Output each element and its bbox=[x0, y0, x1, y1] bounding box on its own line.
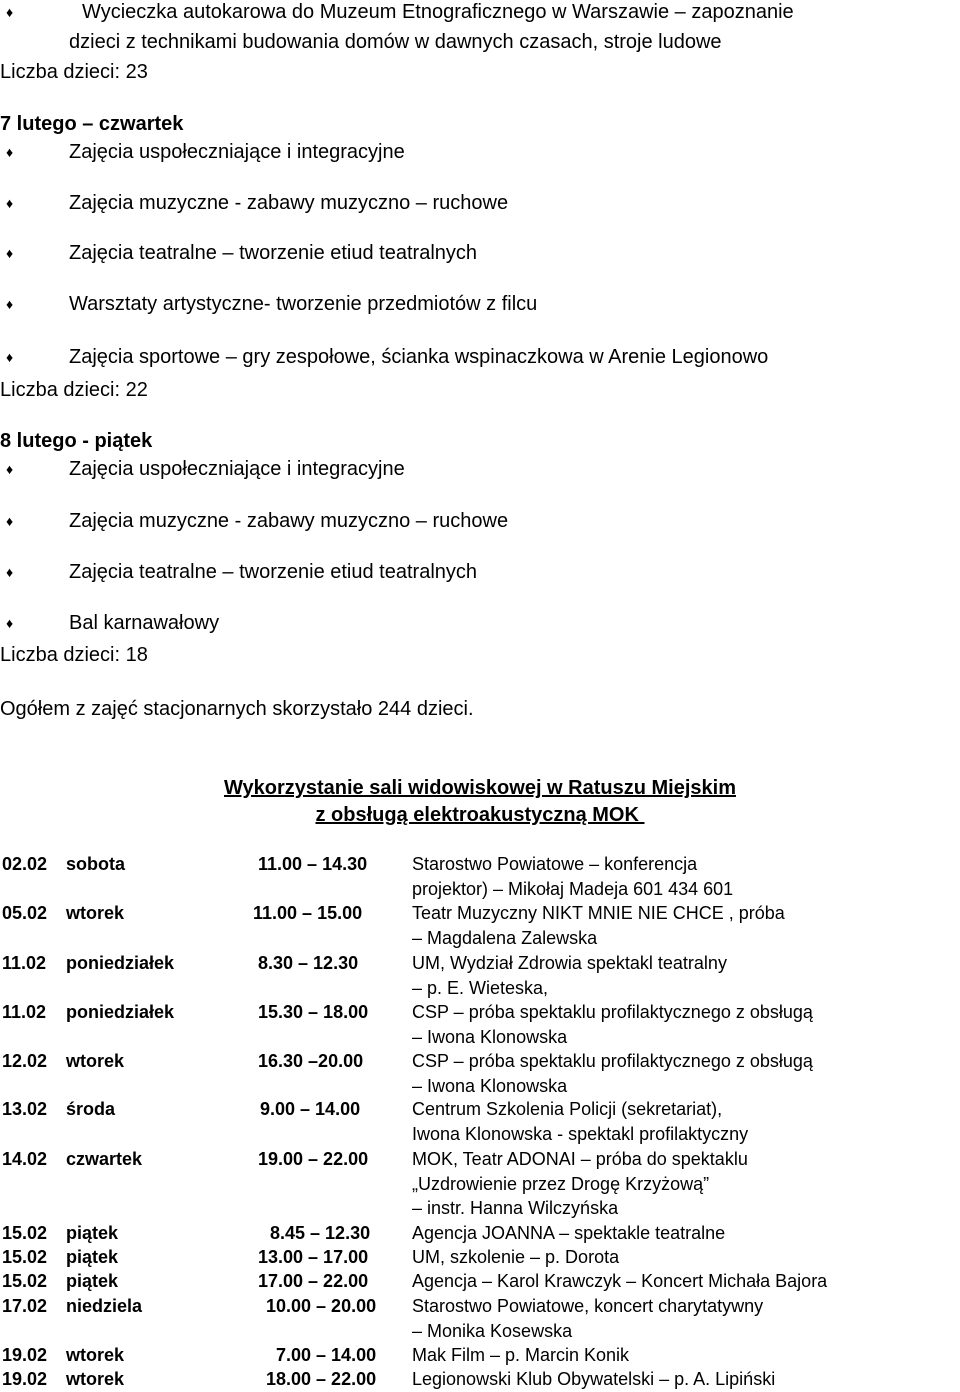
list-item: Zajęcia teatralne – tworzenie etiud teatralnych bbox=[69, 561, 478, 583]
schedule-day: wtorek bbox=[66, 903, 125, 923]
section-title-line1: Wykorzystanie sali widowiskowej w Ratuszu Miejskim bbox=[223, 777, 736, 799]
schedule-date: 15.02 bbox=[2, 1223, 48, 1243]
bullet-icon: ♦ bbox=[6, 615, 14, 631]
schedule-description: Starostwo Powiatowe, koncert charytatywny bbox=[412, 1296, 764, 1316]
schedule-description: „Uzdrowienie przez Drogę Krzyżową” bbox=[412, 1173, 710, 1194]
schedule-day: wtorek bbox=[66, 1369, 125, 1389]
list-item: Zajęcia uspołeczniające i integracyjne bbox=[69, 141, 405, 163]
schedule-day: sobota bbox=[66, 854, 126, 874]
schedule-description: – p. E. Wieteska, bbox=[412, 977, 549, 998]
schedule-day: piątek bbox=[66, 1271, 119, 1291]
schedule-description: Iwona Klonowska - spektakl profilaktyczny bbox=[412, 1123, 749, 1144]
schedule-date: 12.02 bbox=[2, 1051, 48, 1071]
schedule-time: 11.00 – 14.30 bbox=[258, 854, 368, 874]
list-item: Bal karnawałowy bbox=[69, 612, 220, 634]
schedule-date: 13.02 bbox=[2, 1099, 48, 1119]
list-item: Zajęcia muzyczne - zabawy muzyczno – ruchowe bbox=[69, 192, 509, 214]
bullet-icon: ♦ bbox=[6, 4, 14, 20]
schedule-day: czwartek bbox=[66, 1149, 143, 1169]
schedule-day: piątek bbox=[66, 1223, 119, 1243]
schedule-day: wtorek bbox=[66, 1051, 125, 1071]
schedule-date: 15.02 bbox=[2, 1271, 48, 1291]
schedule-time: 8.45 – 12.30 bbox=[270, 1223, 371, 1243]
schedule-day: niedziela bbox=[66, 1296, 143, 1316]
summary-text: Ogółem z zajęć stacjonarnych skorzystało 244 dzieci. bbox=[0, 698, 474, 720]
schedule-day: środa bbox=[66, 1099, 116, 1119]
schedule-description: Mak Film – p. Marcin Konik bbox=[412, 1345, 630, 1365]
schedule-time: 9.00 – 14.00 bbox=[260, 1099, 361, 1119]
schedule-description: – instr. Hanna Wilczyńska bbox=[412, 1198, 619, 1218]
schedule-description: – Iwona Klonowska bbox=[412, 1026, 568, 1047]
schedule-description: Teatr Muzyczny NIKT MNIE NIE CHCE , próba bbox=[412, 903, 785, 923]
schedule-description: Legionowski Klub Obywatelski – p. A. Lipiński bbox=[412, 1369, 776, 1389]
schedule-description: Starostwo Powiatowe – konferencja bbox=[412, 854, 698, 874]
list-item: Zajęcia uspołeczniające i integracyjne bbox=[69, 458, 405, 480]
bullet-icon: ♦ bbox=[6, 144, 14, 160]
day-heading: 8 lutego - piątek bbox=[0, 430, 153, 452]
schedule-time: 17.00 – 22.00 bbox=[258, 1271, 369, 1291]
schedule-date: 11.02 bbox=[2, 1002, 47, 1022]
schedule-description: – Monika Kosewska bbox=[412, 1320, 573, 1341]
schedule-description: MOK, Teatr ADONAI – próba do spektaklu bbox=[412, 1149, 748, 1169]
schedule-time: 18.00 – 22.00 bbox=[266, 1369, 377, 1389]
bullet-icon: ♦ bbox=[6, 296, 14, 312]
bullet-icon: ♦ bbox=[6, 349, 14, 365]
trip-text-line2: dzieci z technikami budowania domów w dawnych czasach, stroje ludowe bbox=[69, 31, 722, 53]
schedule-description: Centrum Szkolenia Policji (sekretariat), bbox=[412, 1099, 723, 1119]
schedule-time: 7.00 – 14.00 bbox=[276, 1345, 377, 1365]
trip-text-line1: Wycieczka autokarowa do Muzeum Etnograficznego w Warszawie – zapoznanie bbox=[82, 1, 794, 23]
schedule-description: – Iwona Klonowska bbox=[412, 1075, 568, 1096]
list-item: Warsztaty artystyczne- tworzenie przedmiotów z filcu bbox=[69, 293, 538, 315]
schedule-description: CSP – próba spektaklu profilaktycznego z obsługą bbox=[412, 1002, 813, 1022]
schedule-date: 11.02 bbox=[2, 953, 47, 973]
schedule-date: 05.02 bbox=[2, 903, 48, 923]
schedule-day: piątek bbox=[66, 1247, 119, 1267]
list-item: Zajęcia muzyczne - zabawy muzyczno – ruchowe bbox=[69, 510, 509, 532]
bullet-icon: ♦ bbox=[6, 461, 14, 477]
schedule-day: wtorek bbox=[66, 1345, 125, 1365]
schedule-description: – Magdalena Zalewska bbox=[412, 927, 598, 948]
bullet-icon: ♦ bbox=[6, 513, 14, 529]
schedule-time: 11.00 – 15.00 bbox=[253, 903, 363, 923]
bullet-icon: ♦ bbox=[6, 564, 14, 580]
schedule-description: UM, Wydział Zdrowia spektakl teatralny bbox=[412, 953, 727, 973]
bullet-icon: ♦ bbox=[6, 195, 14, 211]
schedule-time: 8.30 – 12.30 bbox=[258, 953, 359, 973]
schedule-description: UM, szkolenie – p. Dorota bbox=[412, 1247, 620, 1267]
schedule-time: 16.30 –20.00 bbox=[258, 1051, 364, 1071]
schedule-date: 17.02 bbox=[2, 1296, 48, 1316]
schedule-description: Agencja JOANNA – spektakle teatralne bbox=[412, 1223, 726, 1243]
schedule-description: Agencja – Karol Krawczyk – Koncert Michała Bajora bbox=[412, 1271, 828, 1291]
section-title-line2: z obsługą elektroakustyczną MOK bbox=[315, 804, 645, 826]
schedule-day: poniedziałek bbox=[66, 953, 175, 973]
bullet-icon: ♦ bbox=[6, 245, 14, 261]
schedule-description: CSP – próba spektaklu profilaktycznego z obsługą bbox=[412, 1051, 813, 1071]
schedule-date: 15.02 bbox=[2, 1247, 48, 1267]
schedule-day: poniedziałek bbox=[66, 1002, 175, 1022]
children-count: Liczba dzieci: 22 bbox=[0, 379, 148, 401]
children-count: Liczba dzieci: 18 bbox=[0, 644, 148, 666]
schedule-date: 14.02 bbox=[2, 1149, 48, 1169]
schedule-time: 10.00 – 20.00 bbox=[266, 1296, 377, 1316]
schedule-date: 02.02 bbox=[2, 854, 48, 874]
schedule-date: 19.02 bbox=[2, 1345, 48, 1365]
schedule-time: 19.00 – 22.00 bbox=[258, 1149, 369, 1169]
schedule-time: 13.00 – 17.00 bbox=[258, 1247, 369, 1267]
schedule-time: 15.30 – 18.00 bbox=[258, 1002, 369, 1022]
schedule-description: projektor) – Mikołaj Madeja 601 434 601 bbox=[412, 878, 734, 899]
schedule-date: 19.02 bbox=[2, 1369, 48, 1389]
list-item: Zajęcia sportowe – gry zespołowe, ścianka wspinaczkowa w Arenie Legionowo bbox=[69, 346, 769, 368]
day-heading: 7 lutego – czwartek bbox=[0, 113, 184, 135]
list-item: Zajęcia teatralne – tworzenie etiud teatralnych bbox=[69, 242, 478, 264]
children-count: Liczba dzieci: 23 bbox=[0, 61, 148, 83]
